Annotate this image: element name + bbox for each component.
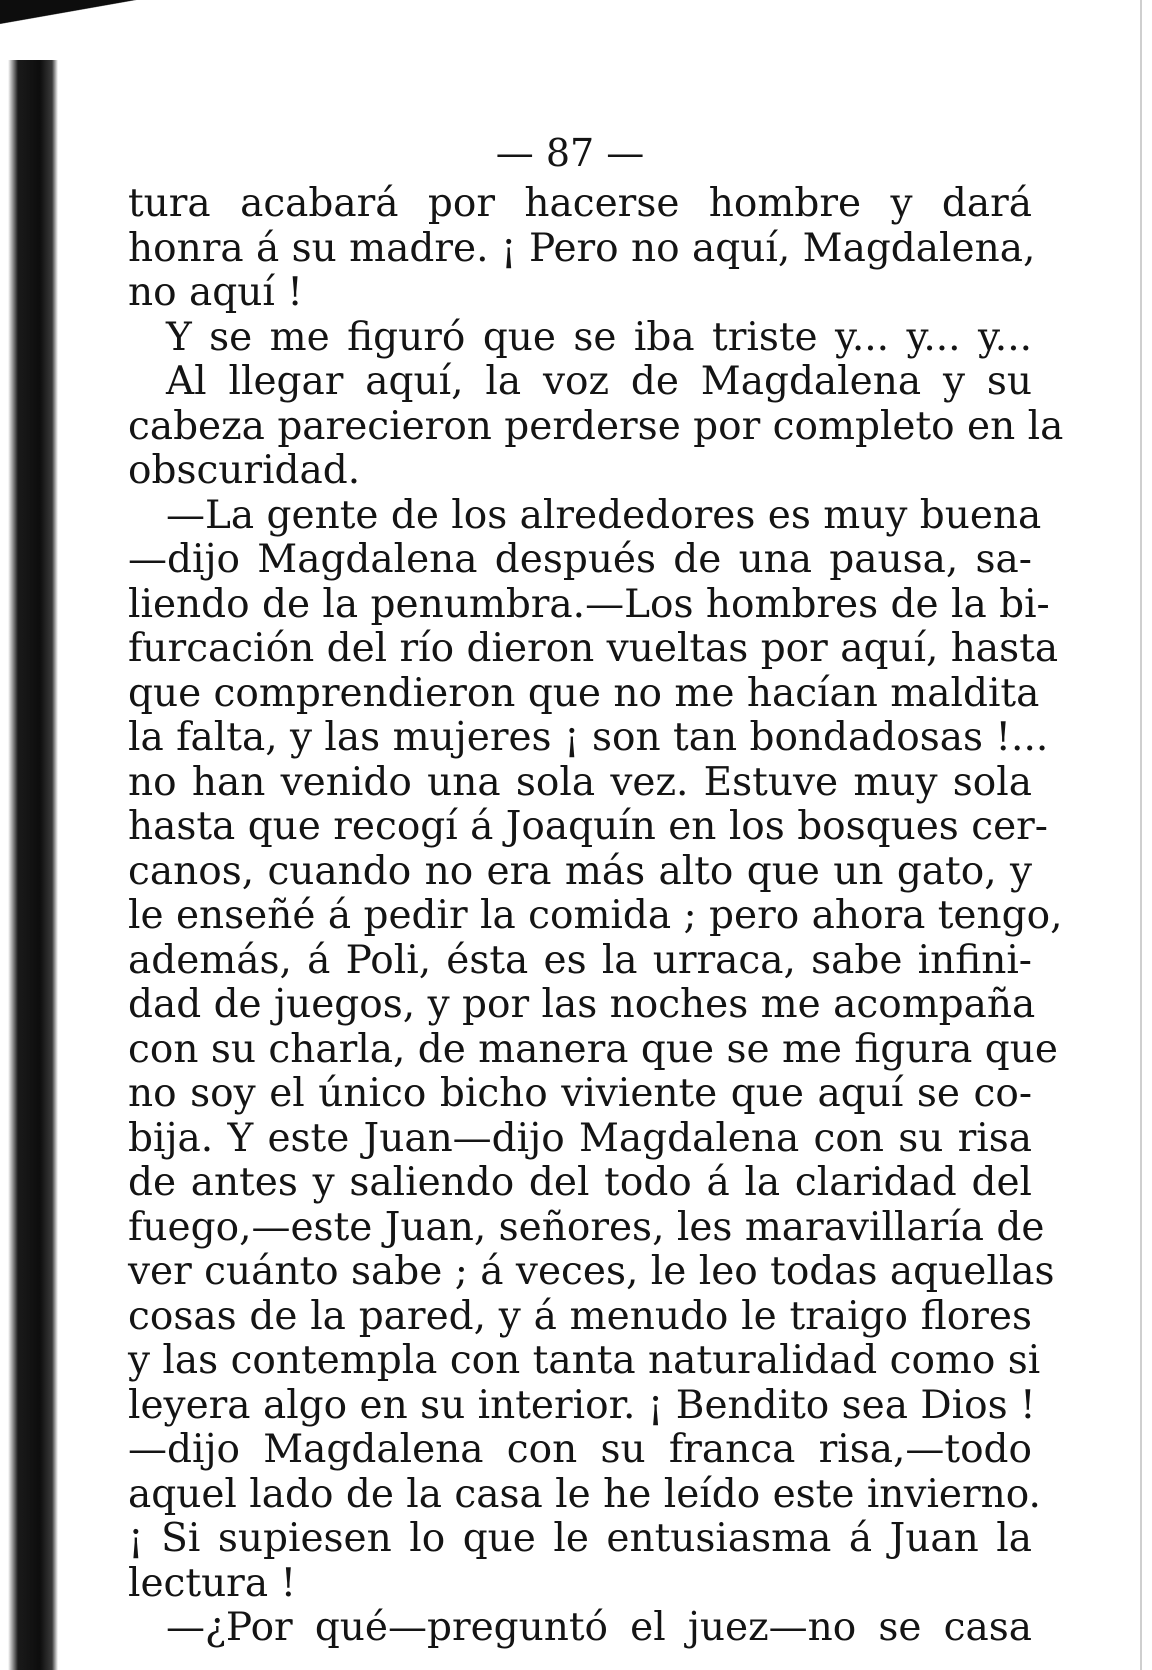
text-line: honra á su madre. ¡ Pero no aquí, Magdalena,: [128, 225, 1036, 271]
text-line: le enseñé á pedir la comida ; pero ahora tengo,: [128, 893, 1063, 938]
text-line: bija. Y este Juan—dijo Magdalena con su risa: [128, 1115, 1032, 1161]
text-line: canos, cuando no era más alto que un gato, y: [128, 848, 1032, 894]
text-line: furcación del río dieron vueltas por aquí, hasta: [128, 626, 1059, 671]
page-number: — 87 —: [495, 131, 645, 175]
text-line: aquel lado de la casa le he leído este invierno.: [128, 1471, 1041, 1517]
book-binding-edge: [0, 60, 58, 1670]
text-line: que comprendieron que no me hacían maldita: [128, 670, 1040, 716]
text-line: dad de juegos, y por las noches me acompaña: [128, 982, 1036, 1027]
text-line: no han venido una sola vez. Estuve muy sola: [128, 759, 1032, 805]
text-line: la falta, y las mujeres ¡ son tan bondadosas !...: [128, 715, 1049, 760]
text-line: —La gente de los alrededores es muy buena: [166, 492, 1042, 538]
text-line: leyera algo en su interior. ¡ Bendito sea Dios !: [128, 1382, 1036, 1428]
text-line: hasta que recogí á Joaquín en los bosques cer-: [128, 804, 1048, 849]
text-line: lectura !: [128, 1560, 297, 1606]
text-line: ¡ Si supiesen lo que le entusiasma á Juan la: [128, 1516, 1032, 1561]
text-line: —¿Por qué—preguntó el juez—no se casa: [166, 1605, 1032, 1650]
text-line: cabeza parecieron perderse por completo en la: [128, 403, 1064, 449]
body-text: [128, 181, 1064, 1651]
text-line: ver cuánto sabe ; á veces, le leo todas aquellas: [128, 1249, 1055, 1294]
text-line: fuego,—este Juan, señores, les maravillaría de: [128, 1204, 1045, 1250]
text-line: cosas de la pared, y á menudo le traigo flores: [128, 1293, 1032, 1339]
corner-ink-mark: [0, 0, 230, 38]
text-line: obscuridad.: [128, 448, 361, 493]
text-line: no aquí !: [128, 270, 303, 315]
text-line: Al llegar aquí, la voz de Magdalena y su: [166, 359, 1032, 404]
text-line: tura acabará por hacerse hombre y dará: [128, 181, 1032, 226]
text-line: —dijo Magdalena con su franca risa,—todo: [128, 1427, 1032, 1472]
text-line: de antes y saliendo del todo á la claridad del: [128, 1160, 1032, 1205]
text-line: liendo de la penumbra.—Los hombres de la bi-: [128, 581, 1050, 627]
text-line: —dijo Magdalena después de una pausa, sa-: [128, 537, 1032, 582]
text-line: no soy el único bicho viviente que aquí se co-: [128, 1071, 1032, 1116]
page-right-edge: [1140, 0, 1142, 1670]
text-line: Y se me figuró que se iba triste y... y... y...: [166, 314, 1032, 360]
text-line: además, á Poli, ésta es la urraca, sabe infini-: [128, 937, 1032, 983]
text-line: con su charla, de manera que se me figura que: [128, 1026, 1058, 1072]
text-line: y las contempla con tanta naturalidad como si: [128, 1338, 1041, 1383]
